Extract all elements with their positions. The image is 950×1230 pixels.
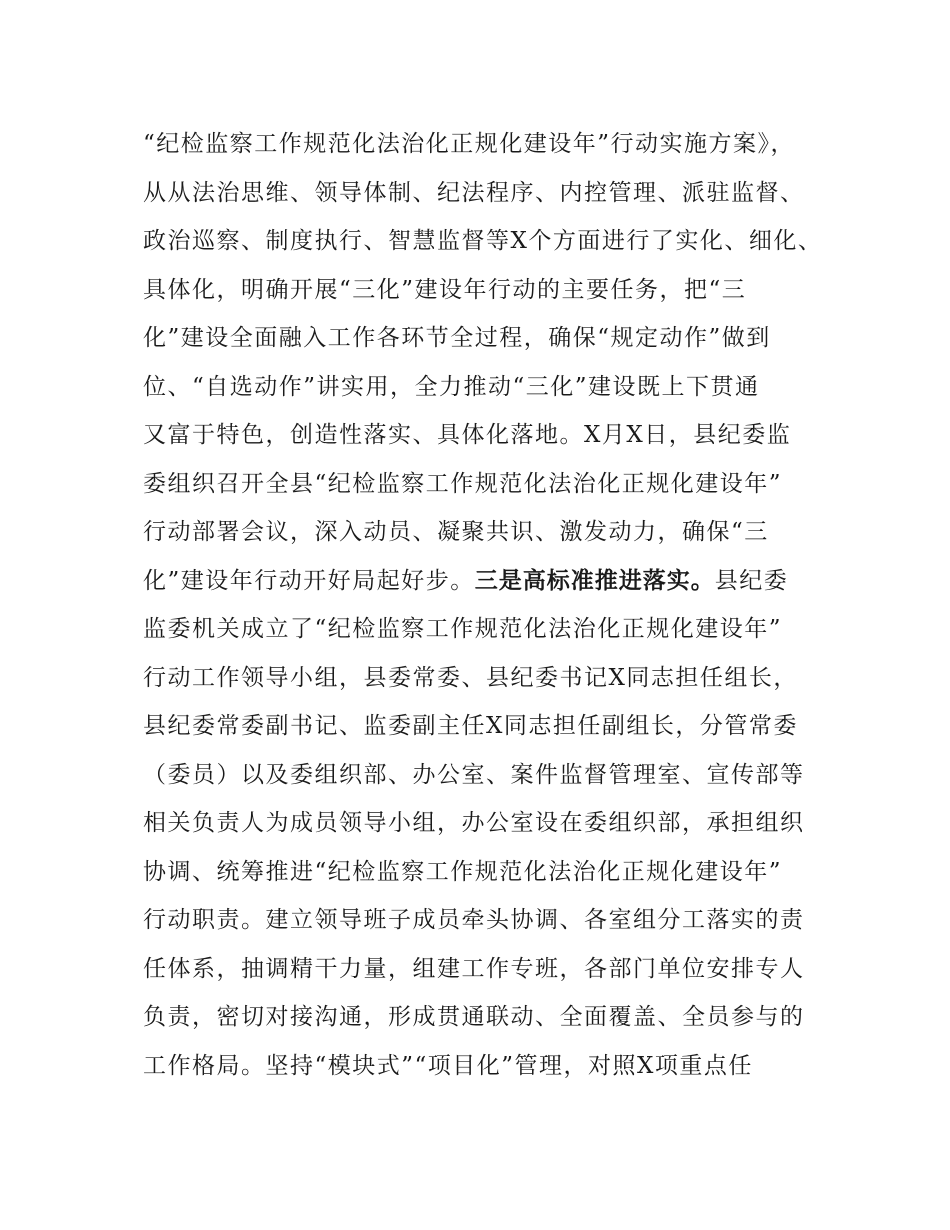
text-line-13: 县纪委常委副书记、监委副主任X同志担任副组长，分管常委 [143,713,798,739]
text-line-20: 工作格局。坚持“模块式”“项目化”管理，对照X项重点任 [143,1052,753,1079]
text-line-3: 政治巡察、制度执行、智慧监督等X个方面进行了实化、细化、 [143,228,823,254]
text-line-10-before: 化”建设年行动开好局起好步。 [143,567,475,594]
text-line-12: 行动工作领导小组，县委常委、县纪委书记X同志担任组长， [143,664,798,691]
text-line-9: 行动部署会议，深入动员、凝聚共识、激发动力，确保“三 [143,519,769,545]
text-line-10 [143,557,833,606]
text-line-14: （委员）以及委组织部、办公室、案件监督管理室、宣传部等 [143,761,805,788]
text-line-1: “纪检监察工作规范化法治化正规化建设年”行动实施方案》， [143,131,796,157]
text-line-17: 行动职责。建立领导班子成员牵头协调、各室组分工落实的责 [143,907,805,933]
text-line-16: 协调、统筹推进“纪检监察工作规范化法治化正规化建设年” [143,858,783,885]
text-line-10-after: 县纪委 [714,567,789,594]
text-line-7: 又富于特色，创造性落实、具体化落地。X月X日，县纪委监 [143,422,792,448]
text-line-4: 具体化，明确开展“三化”建设年行动的主要任务，把“三 [143,276,747,303]
text-line-18: 任体系，抽调精干力量，组建工作专班，各部门单位安排专人 [143,955,805,982]
text-line-8: 委组织召开全县“纪检监察工作规范化法治化正规化建设年” [143,470,783,497]
text-line-15: 相关负责人为成员领导小组，办公室设在委组织部，承担组织 [143,810,805,836]
text-line-2: 从从法治思维、领导体制、纪法程序、内控管理、派驻监督、 [143,179,805,206]
section-heading-three: 三是高标准推进落实。 [474,567,715,594]
text-line-11: 监委机关成立了“纪检监察工作规范化法治化正规化建设年” [143,616,783,642]
text-line-6: 位、“自选动作”讲实用，全力推动“三化”建设既上下贯通 [143,373,760,400]
text-line-19: 负责，密切对接沟通，形成贯通联动、全面覆盖、全员参与的 [143,1004,805,1030]
text-line-5: 化”建设全面融入工作各环节全过程，确保“规定动作”做到 [143,325,771,351]
body-text [143,120,833,1090]
